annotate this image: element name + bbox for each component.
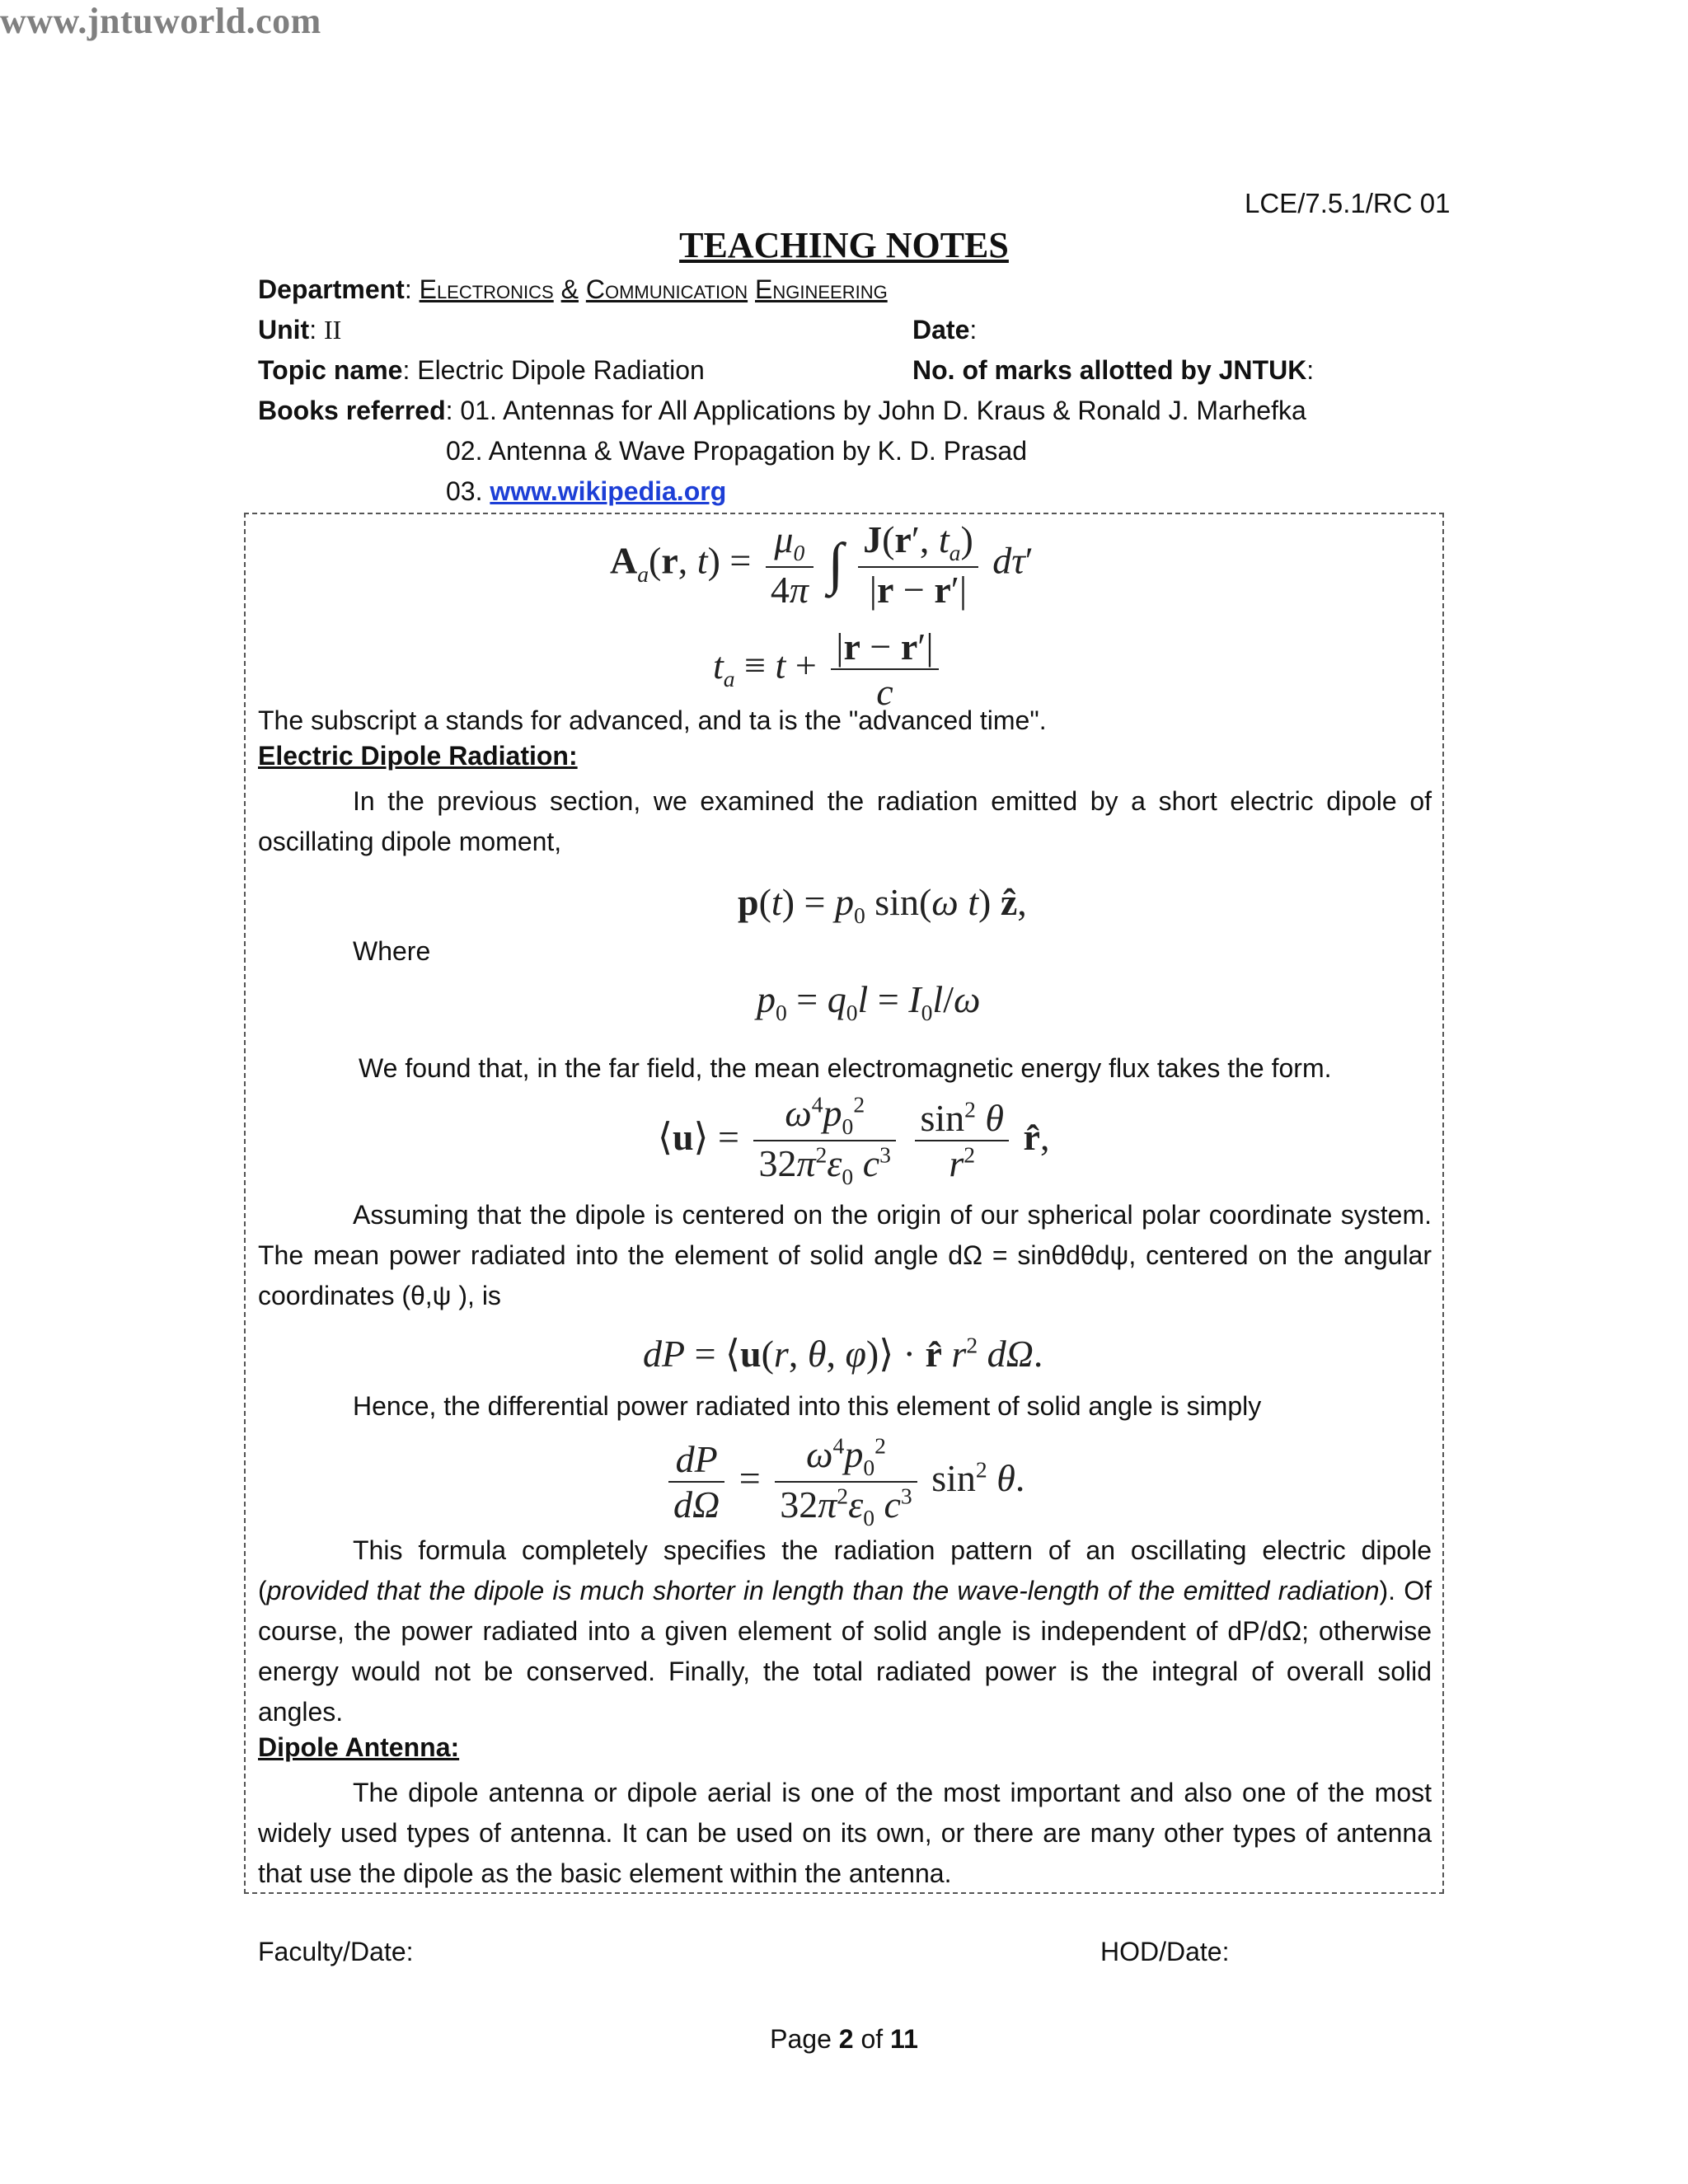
paragraph-energy-flux: We found that, in the far field, the mean electromagnetic energy flux takes the form. [359, 1053, 1332, 1083]
advanced-time-text: The subscript a stands for advanced, and ta is the "advanced time". [258, 705, 1047, 735]
marks-label: No. of marks allotted by JNTUK [912, 355, 1307, 385]
book-3-prefix: 03. [446, 476, 483, 506]
page-total: 11 [890, 2024, 918, 2054]
heading-dipole-antenna: Dipole Antenna: [258, 1732, 460, 1762]
equation-p0: $p_0 = q_0l = I_0l/\omega$ [757, 978, 981, 1026]
document-reference: LCE/7.5.1/RC 01 [1245, 188, 1451, 218]
heading-edr-text: Electric Dipole Radiation [258, 741, 569, 771]
faculty-date: Faculty/Date: [258, 1937, 414, 1966]
page-title: TEACHING NOTES [679, 225, 1009, 265]
paragraph-dipole-antenna: The dipole antenna or dipole aerial is one of the most important and also one of the most widely used types of antenna. It can be used on its own, or there are many other types of antenna that use the dipole as the basic element within the antenna. [258, 1778, 1432, 1888]
book-3 [446, 471, 726, 512]
department-ampersand: & [560, 274, 579, 304]
page-word: Page [770, 2024, 832, 2054]
para5-italic: provided that the dipole is much shorter in length than the wave-length of the emitted radiation [266, 1576, 1380, 1605]
books-label: Books referred [258, 396, 446, 425]
topic-label: Topic name [258, 355, 403, 385]
topic-line: Topic name: Electric Dipole Radiation [258, 355, 705, 385]
marks-line: No. of marks allotted by JNTUK: [912, 355, 1315, 385]
paragraph-mean-power: Assuming that the dipole is centered on the origin of our spherical polar coordinate system. The mean power radiated into the element of solid angle dΩ = sinθdθdψ, centered on the angular coordinates (θ,ψ ), is [258, 1200, 1432, 1310]
equation-energy-flux: ⟨u⟩ = $\frac{\omega^4p_0^2}{32\pi^2\varepsilon_0 c^3}$ $\frac{\sin^2 \theta}{r^2}$ r̂, [658, 1091, 1050, 1190]
department-word-3: Engineering [755, 274, 888, 304]
paragraph-radiation-pattern [258, 1530, 1432, 1732]
unit-line: Unit: II [258, 315, 342, 344]
heading-da-text: Dipole Antenna [258, 1732, 451, 1762]
books-line: Books referred: 01. Antennas for All Applications by John D. Kraus & Ronald J. Marhefka [258, 396, 1306, 425]
hod-date: HOD/Date: [1100, 1937, 1230, 1966]
equation-advanced-time: $t_a \equiv t$ + $\frac{|r - r'|}{c}$ [713, 625, 944, 714]
book-1: 01. Antennas for All Applications by John D. Kraus & Ronald J. Marhefka [460, 396, 1306, 425]
equation-dipole-moment: $p(t) = p_0$ sin(ω t) ẑ, [738, 881, 1027, 929]
equation-dp-domega: $\frac{dP}{d\Omega}$ = $\frac{\omega^4p_0^2}{32\pi^2\varepsilon_0 c^3}$ $\sin^2 \theta$. [663, 1432, 1025, 1531]
heading-electric-dipole-radiation: Electric Dipole Radiation: [258, 741, 578, 771]
para5-part-a: This formula completely specifies the radiation pattern of an oscillating electric dipole ( [258, 1535, 1432, 1605]
equation-advanced-potential: $A_a(r$, t) = $\frac{\mu_0}{4\pi}$ ∫ $\frac{J(r', t_a)}{|r - r'|}$ dτ′ [610, 518, 1034, 612]
where-text: Where [353, 936, 431, 966]
wikipedia-link[interactable]: www.wikipedia.org [490, 476, 727, 506]
unit-label: Unit [258, 315, 310, 344]
page-current: 2 [838, 2024, 854, 2054]
department-label: Department [258, 274, 405, 304]
topic-value: Electric Dipole Radiation [417, 355, 705, 385]
paragraph-differential-power: Hence, the differential power radiated into this element of solid angle is simply [353, 1391, 1262, 1421]
department-word-1: Electronics [419, 274, 554, 304]
unit-value: II [323, 315, 342, 344]
department-word-2: Communication [585, 274, 748, 304]
equation-dp: dP = ⟨u(r, θ, φ)⟩ · r̂ $r^2$ dΩ. [643, 1332, 1043, 1375]
page-number [0, 2024, 1688, 2055]
page-of: of [860, 2024, 884, 2054]
paragraph-dipole-moment: In the previous section, we examined the radiation emitted by a short electric dipole of oscillating dipole moment, [258, 786, 1432, 856]
book-2: 02. Antenna & Wave Propagation by K. D. Prasad [446, 436, 1028, 466]
watermark: www.jntuworld.com [0, 1, 321, 41]
date-label: Date [912, 315, 970, 344]
date-line: Date: [912, 315, 978, 344]
para5-part-b: ). Of course, the power radiated into a given element of solid angle is independent of dP/dΩ; otherwise energy would not be conserved. Finally, the total radiated power is the integral of overall solid angles. [258, 1576, 1432, 1727]
department-line: Department: Electronics & Communication Engineering [258, 274, 888, 304]
